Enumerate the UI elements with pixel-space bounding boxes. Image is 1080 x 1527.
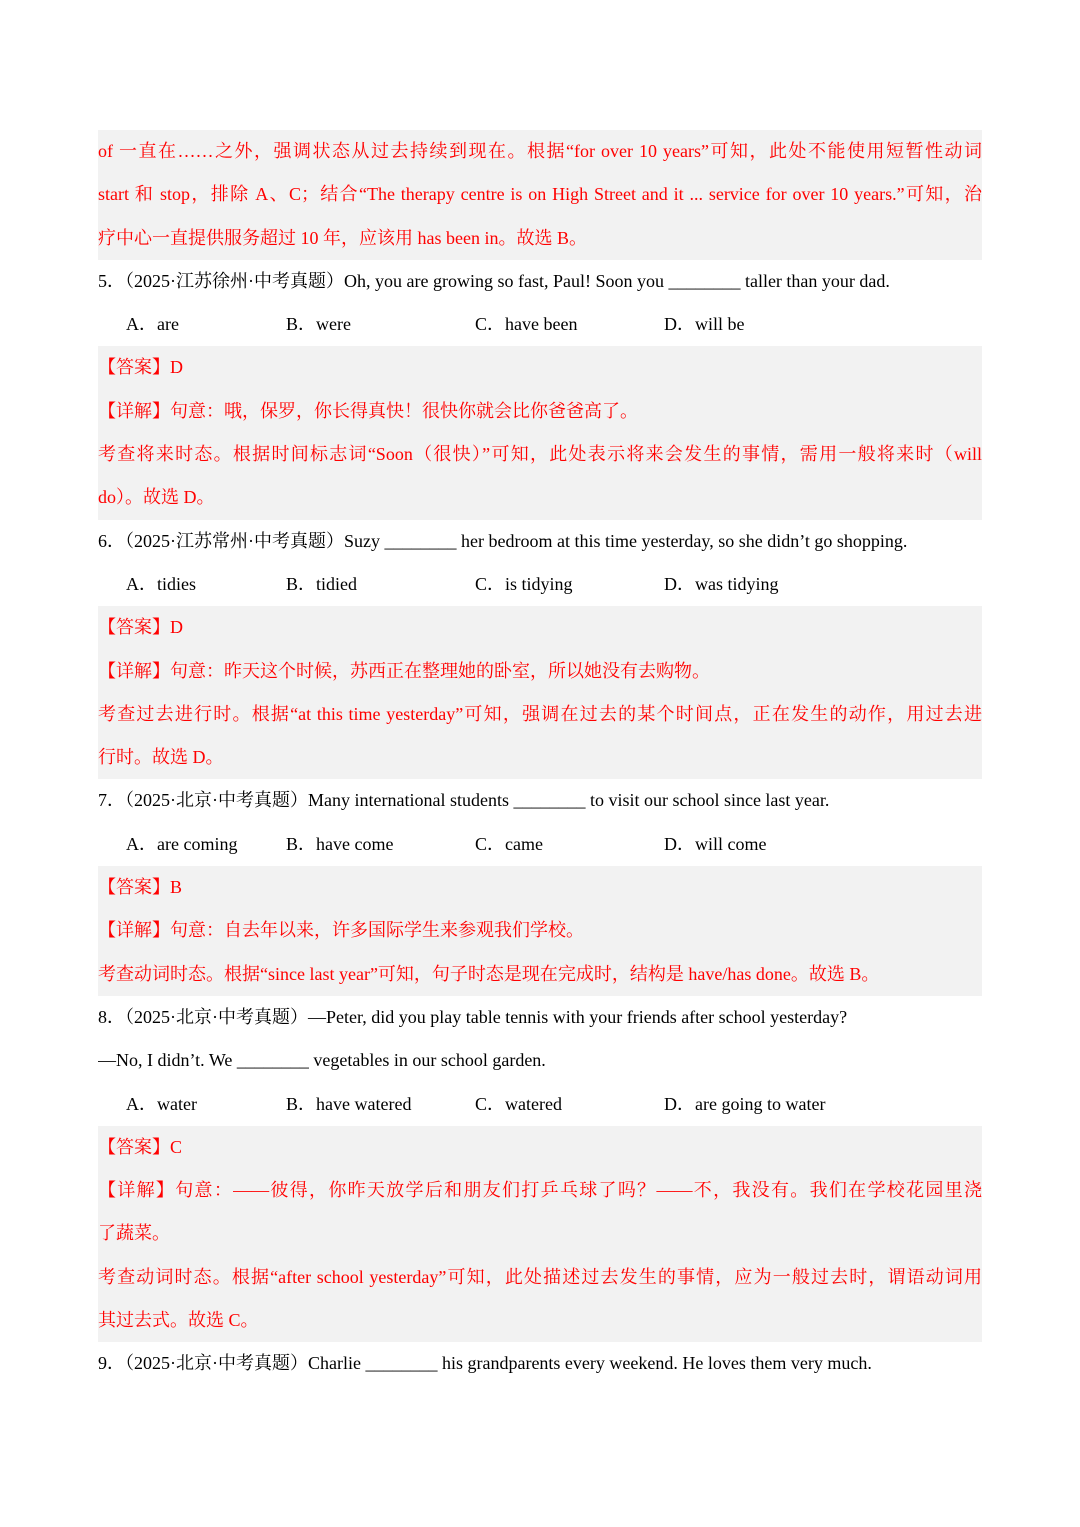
explanation-line: 考查动词时态。根据“after school yesterday”可知，此处描述过去发生的事情，应为一般过去时，谓语动词用 — [98, 1266, 982, 1287]
option-a: A．are — [126, 314, 179, 335]
option-b: B．have come — [286, 833, 394, 854]
answer-block — [98, 1126, 982, 1342]
question-stem: 5．（2025·江苏徐州·中考真题）Oh, you are growing so fast, Paul! Soon you ________ taller than your dad. — [98, 270, 890, 291]
question-stem: 6．（2025·江苏常州·中考真题）Suzy ________ her bedroom at this time yesterday, so she didn’t go shopping. — [98, 530, 908, 551]
answer-block — [98, 346, 982, 519]
question-stem: 8．（2025·北京·中考真题）—Peter, did you play table tennis with your friends after school yesterday? — [98, 1006, 848, 1027]
detail-line: 【详解】句意：自去年以来，许多国际学生来参观我们学校。 — [98, 920, 584, 941]
option-b: B．tidied — [286, 573, 357, 594]
detail-line: 【详解】句意：哦，保罗，你长得真快！很快你就会比你爸爸高了。 — [98, 400, 638, 421]
explanation-line: 疗中心一直提供服务超过 10 年，应该用 has been in。故选 B。 — [98, 227, 587, 248]
prev-explanation-block — [98, 130, 982, 260]
answer-block — [98, 606, 982, 779]
option-c: C．came — [475, 833, 543, 854]
options-row — [98, 303, 982, 346]
question-9 — [98, 1342, 982, 1385]
option-a: A．tidies — [126, 573, 196, 594]
explanation-line: 其过去式。故选 C。 — [98, 1310, 259, 1331]
option-c: C．watered — [475, 1093, 562, 1114]
option-a: A．water — [126, 1093, 197, 1114]
question-stem: 9．（2025·北京·中考真题）Charlie ________ his grandparents every weekend. He loves them very much. — [98, 1353, 872, 1374]
option-c: C．is tidying — [475, 573, 573, 594]
question-6 — [98, 520, 982, 780]
answer-line: 【答案】C — [98, 1136, 183, 1157]
document-page — [98, 130, 982, 1386]
option-d: D．are going to water — [664, 1093, 826, 1114]
option-a: A．are coming — [126, 833, 238, 854]
option-c: C．have been — [475, 314, 578, 335]
question-stem-continued: —No, I didn’t. We ________ vegetables in our school garden. — [98, 1050, 546, 1071]
explanation-line: do）。故选 D。 — [98, 487, 215, 508]
answer-line: 【答案】B — [98, 877, 183, 898]
option-d: D．will be — [664, 314, 745, 335]
answer-line: 【答案】D — [98, 617, 183, 638]
options-row — [98, 1083, 982, 1126]
detail-line-continued: 了蔬菜。 — [98, 1223, 170, 1244]
option-d: D．was tidying — [664, 573, 779, 594]
explanation-line: 考查将来时态。根据时间标志词“Soon（很快）”可知，此处表示将来会发生的事情，需用一般将来时（will — [98, 444, 982, 465]
explanation-line: 考查过去进行时。根据“at this time yesterday”可知，强调在过去的某个时间点，正在发生的动作，用过去进 — [98, 703, 982, 724]
question-5 — [98, 260, 982, 520]
option-b: B．have watered — [286, 1093, 412, 1114]
explanation-line: of 一直在……之外，强调状态从过去持续到现在。根据“for over 10 years”可知，此处不能使用短暂性动词 — [98, 141, 982, 161]
explanation-line: start 和 stop，排除 A、C；结合“The therapy centre is on High Street and it ... service for over 10 years.”可知，治 — [98, 184, 982, 205]
explanation-line: 行时。故选 D。 — [98, 747, 224, 768]
option-d: D．will come — [664, 833, 767, 854]
detail-line: 【详解】句意：昨天这个时候，苏西正在整理她的卧室，所以她没有去购物。 — [98, 660, 710, 681]
detail-line: 【详解】句意：——彼得，你昨天放学后和朋友们打乒乓球了吗？——不，我没有。我们在学校花园里浇 — [98, 1180, 982, 1201]
question-7 — [98, 779, 982, 995]
question-8 — [98, 996, 982, 1342]
question-stem: 7．（2025·北京·中考真题）Many international students ________ to visit our school since last year. — [98, 790, 830, 811]
explanation-line: 考查动词时态。根据“since last year”可知，句子时态是现在完成时，结构是 have/has done。故选 B。 — [98, 963, 880, 984]
answer-block — [98, 866, 982, 996]
options-row — [98, 563, 982, 606]
options-row — [98, 823, 982, 866]
option-b: B．were — [286, 314, 351, 335]
answer-line: 【答案】D — [98, 357, 183, 378]
